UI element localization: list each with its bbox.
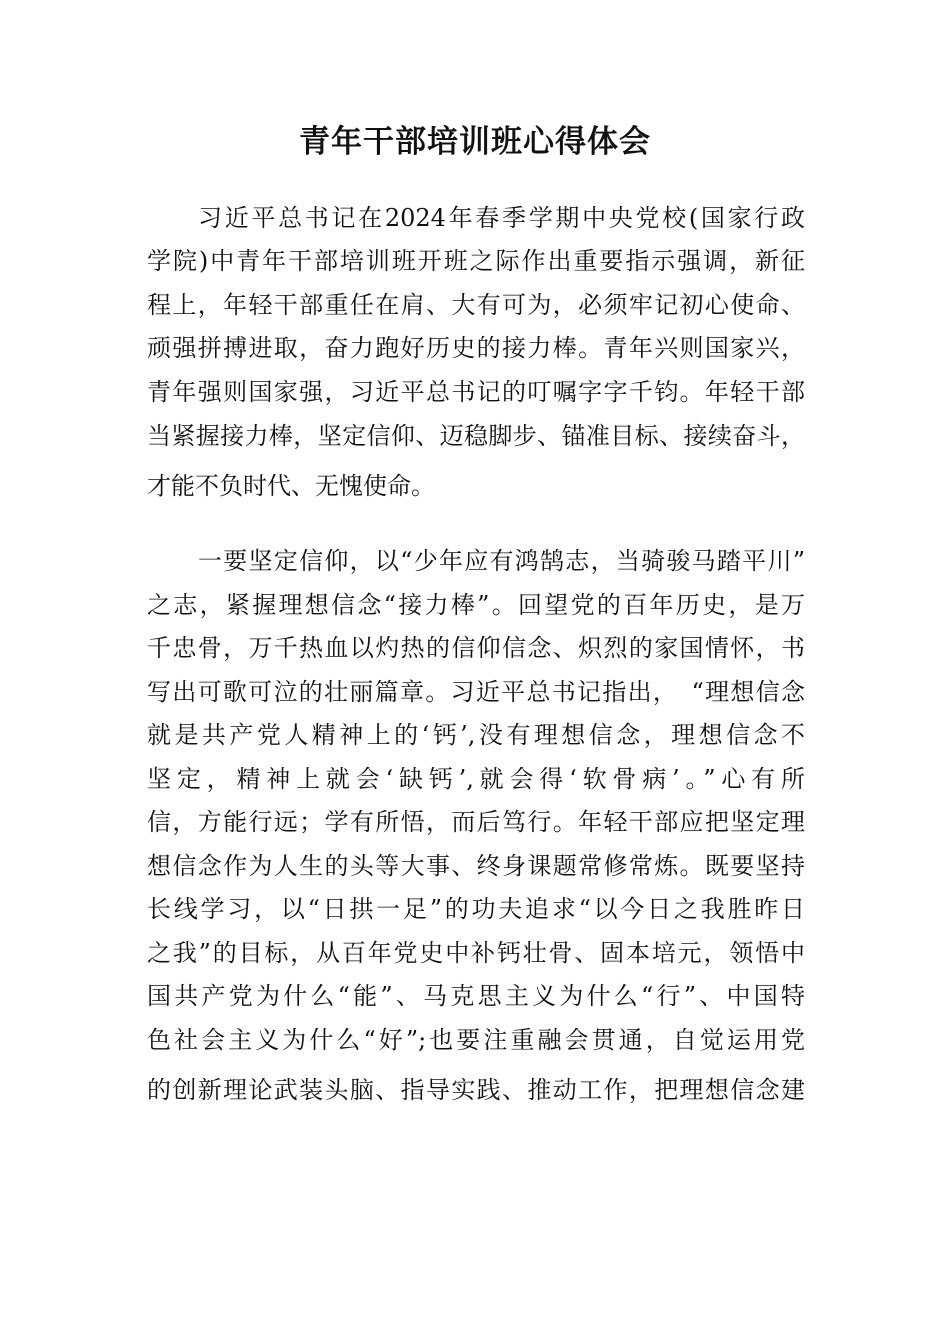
paragraph-2-line-7: 信，方能行远；学有所悟，而后笃行。年轻干部应把坚定理	[147, 808, 805, 836]
paragraph-1-line-7: 才能不负时代、无愧使命。	[147, 472, 435, 500]
document-title: 青年干部培训班心得体会	[299, 124, 651, 160]
paragraph-1-line-3: 程上，年轻干部重任在肩、大有可为，必须牢记初心使命、	[147, 291, 805, 319]
paragraph-2-line-11: 国共产党为什么“能”、马克思主义为什么“行”、中国特	[147, 982, 805, 1010]
paragraph-1-line-4: 顽强拼搏进取，奋力跑好历史的接力棒。青年兴则国家兴，	[147, 334, 805, 362]
paragraph-1-line-5: 青年强则国家强，习近平总书记的叮嘱字字千钧。年轻干部	[147, 378, 805, 406]
paragraph-1-line-1: 习近平总书记在2024年春季学期中央党校(国家行政	[198, 204, 805, 232]
paragraph-2-line-13: 的创新理论武装头脑、指导实践、推动工作，把理想信念建	[147, 1076, 805, 1104]
paragraph-1-line-6: 当紧握接力棒，坚定信仰、迈稳脚步、锚准目标、接续奋斗，	[147, 422, 805, 450]
paragraph-2-line-1: 一要坚定信仰，以“少年应有鸿鹄志，当骑骏马踏平川”	[198, 547, 805, 575]
paragraph-2-line-4: 写出可歌可泣的壮丽篇章。习近平总书记指出， “理想信念	[147, 678, 805, 706]
paragraph-2-line-10: 之我”的目标，从百年党史中补钙壮骨、固本培元，领悟中	[147, 939, 805, 967]
paragraph-2-line-5: 就是共产党人精神上的‘钙’,没有理想信念，理想信念不	[147, 721, 805, 749]
paragraph-2-line-9: 长线学习，以“日拱一足”的功夫追求“以今日之我胜昨日	[147, 895, 805, 923]
paragraph-1-line-2: 学院)中青年干部培训班开班之际作出重要指示强调，新征	[147, 247, 805, 275]
paragraph-2-line-3: 千忠骨，万千热血以灼热的信仰信念、炽烈的家国情怀，书	[147, 634, 805, 662]
paragraph-2-line-6: 坚定，精神上就会‘缺钙’,就会得‘软骨病’。”心有所	[147, 765, 805, 793]
paragraph-2-line-12: 色社会主义为什么“好”;也要注重融会贯通，自觉运用党	[147, 1026, 805, 1054]
paragraph-2-line-8: 想信念作为人生的头等大事、终身课题常修常炼。既要坚持	[147, 852, 805, 880]
paragraph-2-line-2: 之志，紧握理想信念“接力棒”。回望党的百年历史，是万	[147, 591, 805, 619]
